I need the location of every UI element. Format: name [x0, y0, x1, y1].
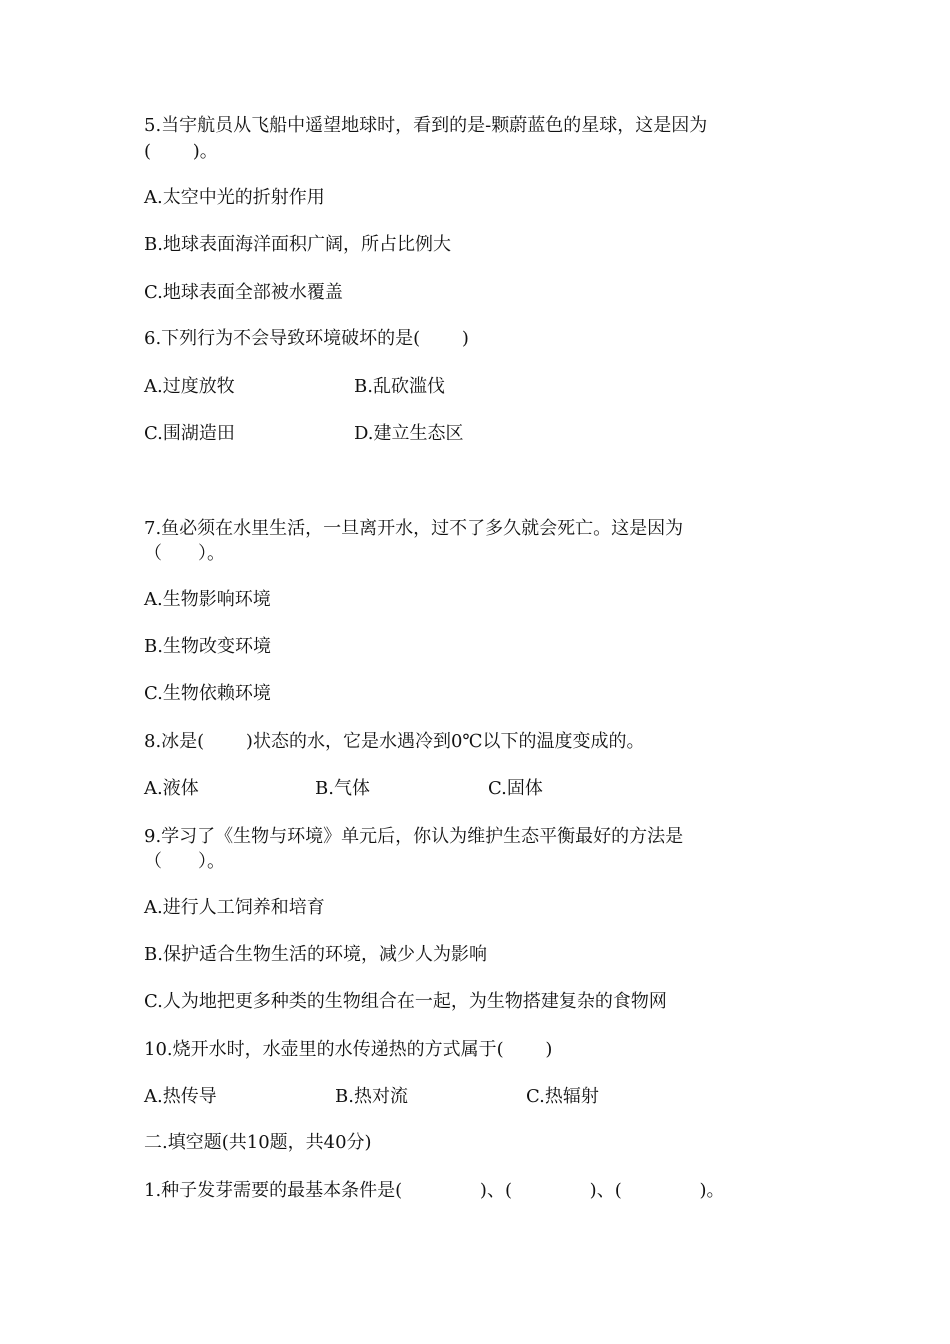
question-9-stem-line2: （ ）。 — [144, 851, 225, 872]
question-8-stem: 8.冰是( )状态的水，它是水遇冷到0℃以下的温度变成的。 — [144, 731, 645, 752]
fill-question-1-stem: 1.种子发芽需要的最基本条件是( )、( )、( )。 — [144, 1180, 725, 1201]
question-10-stem: 10.烧开水时，水壶里的水传递热的方式属于( ) — [144, 1039, 553, 1060]
question-9-stem-line1: 9.学习了《生物与环境》单元后，你认为维护生态平衡最好的方法是 — [144, 826, 684, 847]
question-9-option-a: A.进行人工饲养和培育 — [144, 897, 325, 918]
question-9-option-b: B.保护适合生物生活的环境，减少人为影响 — [144, 944, 487, 965]
question-8-option-c: C.固体 — [488, 778, 543, 799]
question-5-stem-line2: ( )。 — [144, 141, 218, 162]
question-7-stem-line2: （ ）。 — [144, 543, 225, 564]
question-9-option-c: C.人为地把更多种类的生物组合在一起，为生物搭建复杂的食物网 — [144, 991, 667, 1012]
question-8-option-b: B.气体 — [315, 778, 370, 799]
question-6-option-a: A.过度放牧 — [144, 376, 235, 397]
question-6-option-d: D.建立生态区 — [354, 423, 464, 444]
question-10-option-c: C.热辐射 — [526, 1086, 599, 1107]
question-8-option-a: A.液体 — [144, 778, 199, 799]
question-7-stem-line1: 7.鱼必须在水里生活，一旦离开水，过不了多久就会死亡。这是因为 — [144, 518, 684, 539]
question-10-option-a: A.热传导 — [144, 1086, 217, 1107]
question-6-stem: 6.下列行为不会导致环境破坏的是( ) — [144, 328, 469, 349]
question-7-option-a: A.生物影响环境 — [144, 589, 271, 610]
question-5-option-c: C.地球表面全部被水覆盖 — [144, 282, 343, 303]
question-10-option-b: B.热对流 — [335, 1086, 408, 1107]
question-5-option-a: A.太空中光的折射作用 — [144, 187, 325, 208]
question-7-option-c: C.生物依赖环境 — [144, 683, 271, 704]
question-6-option-c: C.围湖造田 — [144, 423, 235, 444]
question-5-option-b: B.地球表面海洋面积广阔，所占比例大 — [144, 234, 451, 255]
question-5-stem-line1: 5.当宇航员从飞船中遥望地球时，看到的是-颗蔚蓝色的星球，这是因为 — [144, 115, 708, 136]
question-6-option-b: B.乱砍滥伐 — [354, 376, 445, 397]
question-7-option-b: B.生物改变环境 — [144, 636, 271, 657]
section-heading-fill-in: 二.填空题(共10题，共40分) — [144, 1132, 372, 1153]
